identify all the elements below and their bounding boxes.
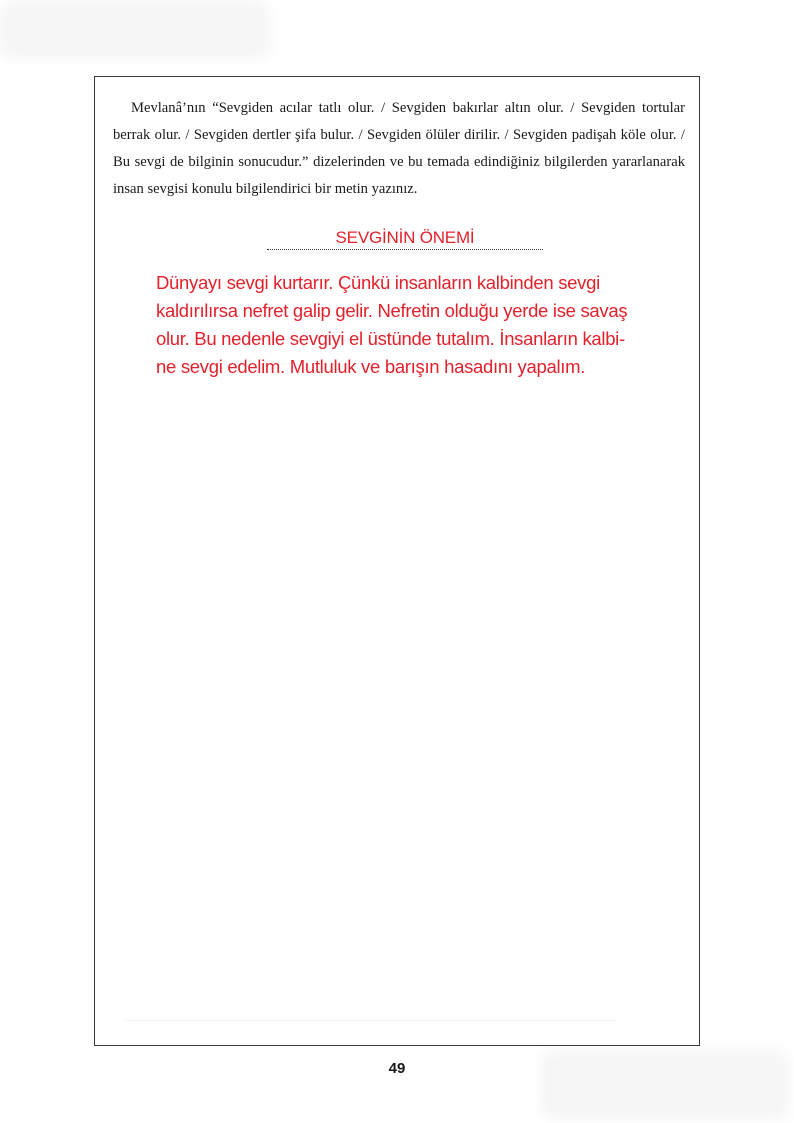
faint-footer-rule xyxy=(125,1020,615,1021)
scan-smudge xyxy=(0,0,270,60)
answer-line: Dünyayı sevgi kurtarır. Çünkü insanların kalbinden sevgi xyxy=(156,272,600,293)
question-prompt: Mevlanâ’nın “Sevgiden acılar tatlı olur. / Sevgiden bakırlar altın olur. / Sevgiden tortular berrak olur. / Sevgiden dertler şifa bulur. / Sevgiden ölüler dirilir. / Sevgiden padişah köle olur. / Bu sevgi de bilginin sonucudur.” dizelerinden ve bu temada edindiğiniz bilgilerden yararlanarak insan sevgisi konulu bilgilendirici bir metin yazınız. xyxy=(113,100,685,197)
answer-line: ne sevgi edelim. Mutluluk ve barışın hasadını yapalım. xyxy=(156,356,586,377)
answer-line: kaldırılırsa nefret galip gelir. Nefretin olduğu yerde ise savaş xyxy=(156,300,628,321)
answer-line: olur. Bu nedenle sevgiyi el üstünde tutalım. İnsanların kalbi- xyxy=(156,328,625,349)
essay-title: SEVGİNİN ÖNEMİ xyxy=(335,228,475,247)
page-number: 49 xyxy=(388,1060,406,1077)
answer-page-frame xyxy=(94,76,700,1046)
handwritten-answer xyxy=(156,269,696,381)
title-writing-line xyxy=(267,227,543,250)
